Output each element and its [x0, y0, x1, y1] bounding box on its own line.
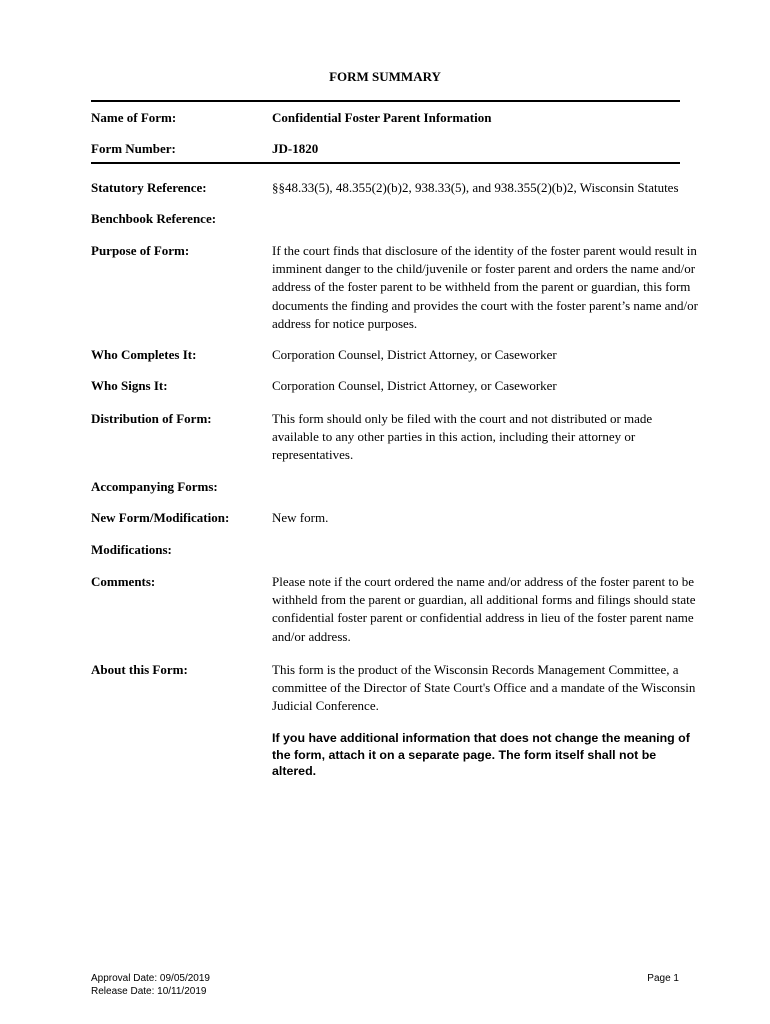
- label-benchbook-reference: Benchbook Reference:: [91, 211, 217, 226]
- label-modifications: Modifications:: [91, 542, 172, 557]
- value-purpose-of-form: If the court finds that disclosure of the identity of the foster parent would result in imminent danger to the child/juvenile or foster parent and orders the name and/or address of the foster parent to be withheld from the parent or guardian, this form documents the finding and provides the court with the foster parent’s name and/or address for notice purposes.: [272, 243, 698, 331]
- label-comments: Comments:: [91, 574, 156, 589]
- value-new-form-modification: New form.: [272, 510, 329, 525]
- label-who-signs-it: Who Signs It:: [91, 378, 168, 393]
- top-divider: [91, 100, 680, 102]
- label-statutory-reference: Statutory Reference:: [91, 180, 207, 195]
- label-purpose-of-form: Purpose of Form:: [91, 243, 190, 258]
- page-number: Page 1: [647, 973, 679, 984]
- label-form-number: Form Number:: [91, 141, 176, 156]
- label-new-form-modification: New Form/Modification:: [91, 510, 230, 525]
- label-about-this-form: About this Form:: [91, 662, 188, 677]
- approval-date: Approval Date: 09/05/2019: [91, 973, 210, 984]
- value-about-this-form: This form is the product of the Wisconsin Records Management Committee, a committee of the Director of State Court's Office and a mandate of the Wisconsin Judicial Conference.: [272, 662, 696, 714]
- value-statutory-reference: §§48.33(5), 48.355(2)(b)2, 938.33(5), and 938.355(2)(b)2, Wisconsin Statutes: [272, 180, 679, 195]
- value-name-of-form: Confidential Foster Parent Information: [272, 110, 492, 125]
- footer-dates: [91, 973, 210, 998]
- release-date: Release Date: 10/11/2019: [91, 985, 207, 997]
- bottom-divider: [91, 162, 680, 164]
- label-name-of-form: Name of Form:: [91, 110, 177, 125]
- value-comments: Please note if the court ordered the name and/or address of the foster parent to be withheld from the parent or guardian, all additional forms and filings should state confidential foster parent or confidential address in lieu of the foster parent name and/or address.: [272, 574, 696, 644]
- label-accompanying-forms: Accompanying Forms:: [91, 479, 218, 494]
- value-distribution-of-form: This form should only be filed with the court and not distributed or made available to any other parties in this action, including their attorney or representatives.: [272, 411, 653, 463]
- value-form-number: JD-1820: [272, 141, 319, 156]
- notice-text: If you have additional information that does not change the meaning of the form, attach it on a separate page. The form itself shall not be altered.: [272, 731, 690, 778]
- page-title: FORM SUMMARY: [329, 69, 441, 84]
- label-who-completes-it: Who Completes It:: [91, 347, 197, 362]
- value-who-signs-it: Corporation Counsel, District Attorney, or Caseworker: [272, 378, 557, 393]
- value-who-completes-it: Corporation Counsel, District Attorney, or Caseworker: [272, 347, 557, 362]
- label-distribution-of-form: Distribution of Form:: [91, 411, 212, 426]
